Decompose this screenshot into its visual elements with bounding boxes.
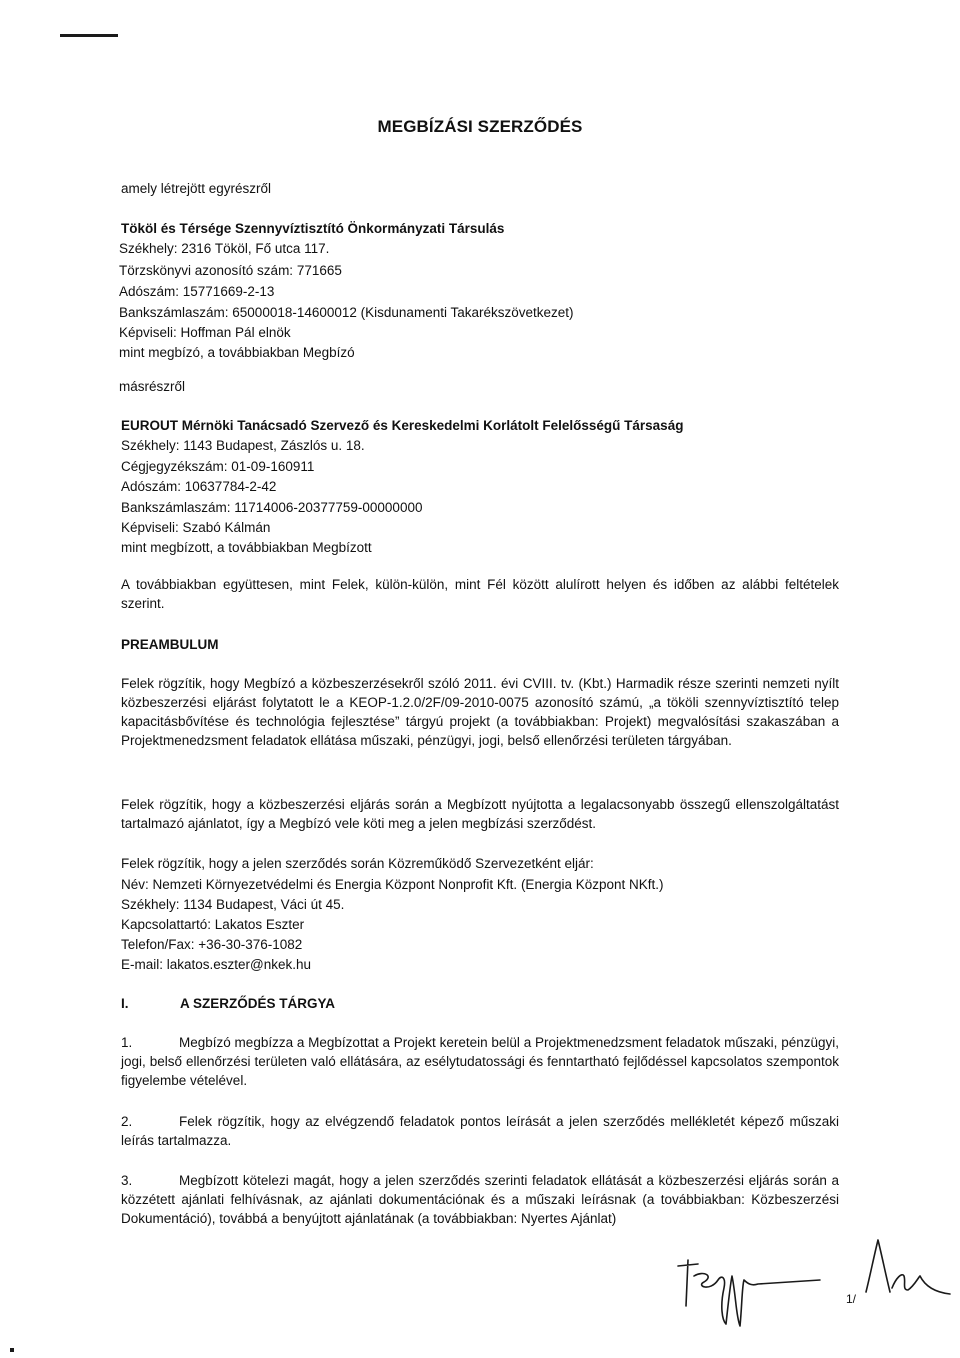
party2-name: EUROUT Mérnöki Tanácsadó Szervező és Kereskedelmi Korlátolt Felelősségű Társaság (121, 418, 684, 433)
together-paragraph: A továbbiakban együttesen, mint Felek, külön-külön, mint Fél között alulírott helyen és időben az alábbi feltételek szerint. (121, 577, 839, 611)
page-number: 1/ (846, 1292, 857, 1306)
handwritten-signature (670, 1236, 960, 1332)
cooperator-line: Kapcsolattartó: Lakatos Eszter (121, 917, 305, 932)
cooperator-line: Székhely: 1134 Budapest, Váci út 45. (121, 897, 345, 912)
party2-line: Képviseli: Szabó Kálmán (121, 520, 271, 535)
party1-line: Adószám: 15771669-2-13 (119, 284, 275, 299)
item-number: 1. (121, 1035, 133, 1050)
section-number: I. (121, 996, 129, 1011)
party1-line: Törzskönyvi azonosító szám: 771665 (119, 263, 342, 278)
party1-line: Székhely: 2316 Tököl, Fő utca 117. (119, 241, 330, 256)
cooperator-intro: Felek rögzítik, hogy a jelen szerződés során Közreműködő Szervezetként eljár: (121, 856, 594, 871)
item-text: Megbízó megbízza a Megbízottat a Projekt keretein belül a Projektmenedzsment feladatok műszaki, pénzügyi, jogi, belső ellenőrzési területen való ellátására, az esélytudatossági és fenntartható fejlődéssel kapcsolatos szempontok figyelembe vételével. (121, 1035, 839, 1088)
item-text: Felek rögzítik, hogy az elvégzendő feladatok pontos leírását a jelen szerződés mellékletét képező műszaki leírás tartalmazza. (121, 1114, 839, 1148)
preamble-paragraph: Felek rögzítik, hogy Megbízó a közbeszerzésekről szóló 2011. évi CVIII. tv. (Kbt.) Harmadik része szerinti nemzeti nyílt közbeszerzési eljárást folytatott le a KEOP-1.2.0/2F/09-2010-0075 azonosító számú, „a tököli szennyvíztisztító telep kapacitásbővítése és technológia fejlesztése” tárgyú projekt (a továbbiakban: Projekt) megvalósítási szakaszában a Projektmenedzsment feladatok ellátása műszaki, pénzügyi, jogi, belső ellenőrzési területen tárgyában. (121, 676, 839, 748)
party2-line: mint megbízott, a továbbiakban Megbízott (121, 540, 372, 555)
cooperator-line: E-mail: lakatos.eszter@nkek.hu (121, 957, 312, 972)
cooperator-line: Név: Nemzeti Környezetvédelmi és Energia Központ Nonprofit Kft. (Energia Központ NKft.) (121, 877, 664, 892)
section-title: A SZERZŐDÉS TÁRGYA (180, 996, 336, 1011)
party2-line: Székhely: 1143 Budapest, Zászlós u. 18. (121, 438, 365, 453)
section-item (121, 1033, 839, 1090)
preamble-paragraph: Felek rögzítik, hogy a közbeszerzési eljárás során a Megbízott nyújtotta a legalacsonyabb összegű ellenszolgáltatást tartalmazó ajánlatot, így a Megbízó vele köti meg a jelen megbízási szerződést. (121, 797, 839, 831)
cooperator-line: Telefon/Fax: +36-30-376-1082 (121, 937, 303, 952)
scan-artifact (10, 1348, 14, 1352)
preamble-heading: PREAMBULUM (121, 637, 219, 652)
party1-name: Tököl és Térsége Szennyvíztisztító Önkormányzati Társulás (121, 221, 505, 236)
party1-line: Képviseli: Hoffman Pál elnök (119, 325, 291, 340)
item-number: 3. (121, 1173, 133, 1188)
section-item (121, 1112, 839, 1150)
party2-line: Bankszámlaszám: 11714006-20377759-00000000 (121, 500, 423, 515)
intro-text: amely létrejött egyrészről (121, 181, 272, 196)
section-item (121, 1171, 839, 1228)
item-text: Megbízott kötelezi magát, hogy a jelen szerződés szerinti feladatok ellátását a közbeszerzési eljárás során a közzétett ajánlati felhívásnak, az ajánlati dokumentációnak és a műszaki leírásnak (a továbbiakban: Közbeszerzési Dokumentáció), továbbá a benyújtott ajánlatának (a továbbiakban: Nyertes Ajánlat) (121, 1173, 839, 1226)
party1-line: mint megbízó, a továbbiakban Megbízó (119, 345, 355, 360)
separator-text: másrészről (119, 379, 186, 394)
document-title: MEGBÍZÁSI SZERZŐDÉS (377, 117, 583, 136)
party2-line: Cégjegyzékszám: 01-09-160911 (121, 459, 315, 474)
item-number: 2. (121, 1114, 133, 1129)
scan-artifact (60, 34, 118, 37)
party1-line: Bankszámlaszám: 65000018-14600012 (Kisdunamenti Takarékszövetkezet) (119, 305, 574, 320)
party2-line: Adószám: 10637784-2-42 (121, 479, 277, 494)
